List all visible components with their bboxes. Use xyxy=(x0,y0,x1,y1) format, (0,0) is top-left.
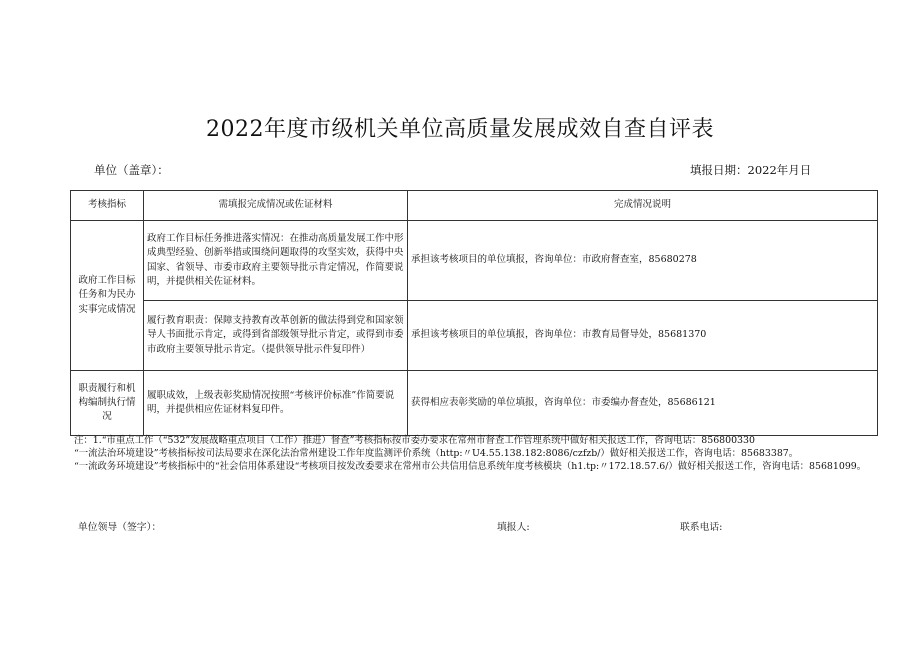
header-indicator: 考核指标 xyxy=(71,191,144,221)
description-cell: 承担该考核项目的单位填报，咨询单位：市教育局督导处，85681370 xyxy=(408,301,878,371)
unit-stamp-label: 单位（盖章）： xyxy=(94,163,169,177)
materials-cell: 履职成效，上级表彰奖励情况按照“考核评价标准”作简要说明，并提供相应佐证材料复印件。 xyxy=(144,371,408,436)
note-line: “一流法治环境建设”考核指标按司法局要求在深化法治常州建设工作年度监测评价系统（http:〃U4.55.138.182:8086/czfzb/）做好相关报送工作，咨询电话：85683387。 xyxy=(74,448,799,459)
table-row xyxy=(71,221,878,301)
note-line: “一流政务环境建设”考核指标中的“社会信用体系建设“考核项目按发改委要求在常州市公共信用信息系统年度考核模块（h1.tp:〃172.18.57.6/）做好相关报送工作，咨询电话：85681099。 xyxy=(74,461,867,472)
fill-date-label: 填报日期：2022年月日 xyxy=(690,163,812,177)
materials-cell: 政府工作目标任务推进落实情况：在推动高质量发展工作中形成典型经验、创新举措或围绕问题取得的攻坚实效，获得中央国家、省领导、市委市政府主要领导批示肯定情况，作简要说明，并提供相关佐证材料。 xyxy=(144,221,408,301)
note-line: 注：1.“市重点工作（“532”发展战略重点项目（工作）推进）督查”考核指标按市委办要求在常州市督查工作管理系统中做好相关报送工作，咨询电话：856800330 xyxy=(74,435,755,446)
contact-phone-label: 联系电话: xyxy=(680,522,723,533)
table-row xyxy=(71,301,878,371)
filler-label: 填报人: xyxy=(497,522,530,533)
table-row xyxy=(71,371,878,436)
leader-signature-label: 单位领导（签字）： xyxy=(78,522,162,533)
notes-section xyxy=(74,434,889,473)
header-description: 完成情况说明 xyxy=(408,191,878,221)
materials-cell: 履行教育职责：保障支持教育改革创新的做法得到党和国家领导人书面批示肯定，或得到省部级领导批示肯定，或得到市委市政府主要领导批示肯定。（提供领导批示件复印件） xyxy=(144,301,408,371)
table-header-row xyxy=(71,191,878,221)
indicator-cell: 职责履行和机构编制执行情况 xyxy=(71,371,144,436)
assessment-table xyxy=(70,190,878,436)
description-cell: 承担该考核项目的单位填报，咨询单位：市政府督查室，85680278 xyxy=(408,221,878,301)
header-materials: 需填报完成情况或佐证材料 xyxy=(144,191,408,221)
description-cell: 获得相应表彰奖励的单位填报，咨询单位：市委编办督查处，85686121 xyxy=(408,371,878,436)
indicator-cell: 政府工作目标任务和为民办实事完成情况 xyxy=(71,221,144,371)
page-title: 2022年度市级机关单位高质量发展成效自查自评表 xyxy=(206,117,714,142)
